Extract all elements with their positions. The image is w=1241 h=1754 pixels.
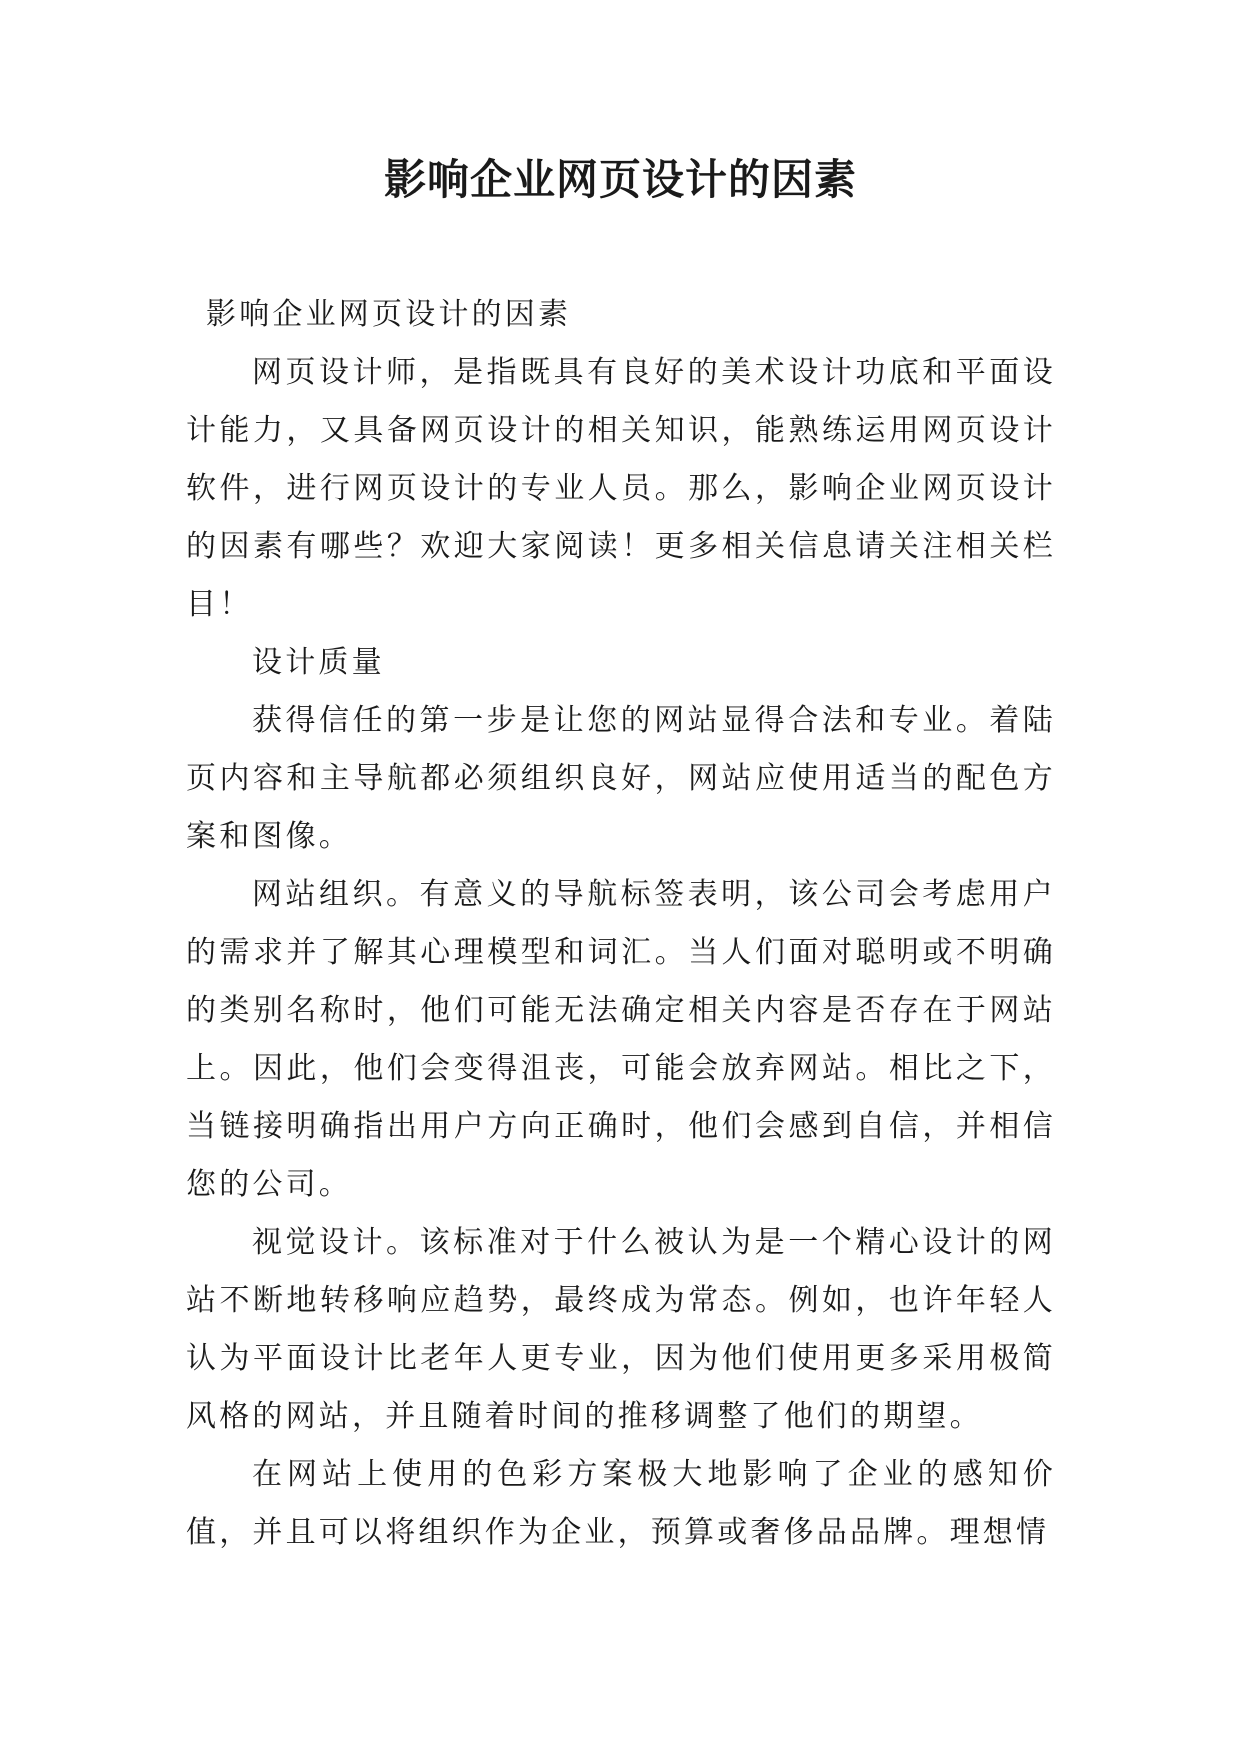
body-subtitle: 影响企业网页设计的因素	[206, 297, 572, 332]
paragraph-trust: 获得信任的第一步是让您的网站显得合法和专业。着陆页内容和主导航都必须组织良好，网站应使用适当的配色方案和图像。	[186, 703, 1056, 854]
document-body	[186, 286, 1056, 1562]
paragraph-color-scheme: 在网站上使用的色彩方案极大地影响了企业的感知价值，并且可以将组织作为企业，预算或奢侈品品牌。理想情	[186, 1457, 1056, 1550]
paragraph-site-organization: 网站组织。有意义的导航标签表明，该公司会考虑用户的需求并了解其心理模型和词汇。当人们面对聪明或不明确的类别名称时，他们可能无法确定相关内容是否存在于网站上。因此，他们会变得沮丧，可能会放弃网站。相比之下，当链接明确指出用户方向正确时，他们会感到自信，并相信您的公司。	[186, 877, 1056, 1202]
document-title: 影响企业网页设计的因素	[383, 155, 857, 204]
paragraph-visual-design: 视觉设计。该标准对于什么被认为是一个精心设计的网站不断地转移响应趋势，最终成为常态。例如，也许年轻人认为平面设计比老年人更专业，因为他们使用更多采用极简风格的网站，并且随着时间的推移调整了他们的期望。	[186, 1225, 1056, 1434]
paragraph-intro: 网页设计师，是指既具有良好的美术设计功底和平面设计能力，又具备网页设计的相关知识，能熟练运用网页设计软件，进行网页设计的专业人员。那么，影响企业网页设计的因素有哪些？欢迎大家阅读！更多相关信息请关注相关栏目！	[186, 355, 1056, 622]
section-heading-design-quality: 设计质量	[252, 645, 385, 680]
